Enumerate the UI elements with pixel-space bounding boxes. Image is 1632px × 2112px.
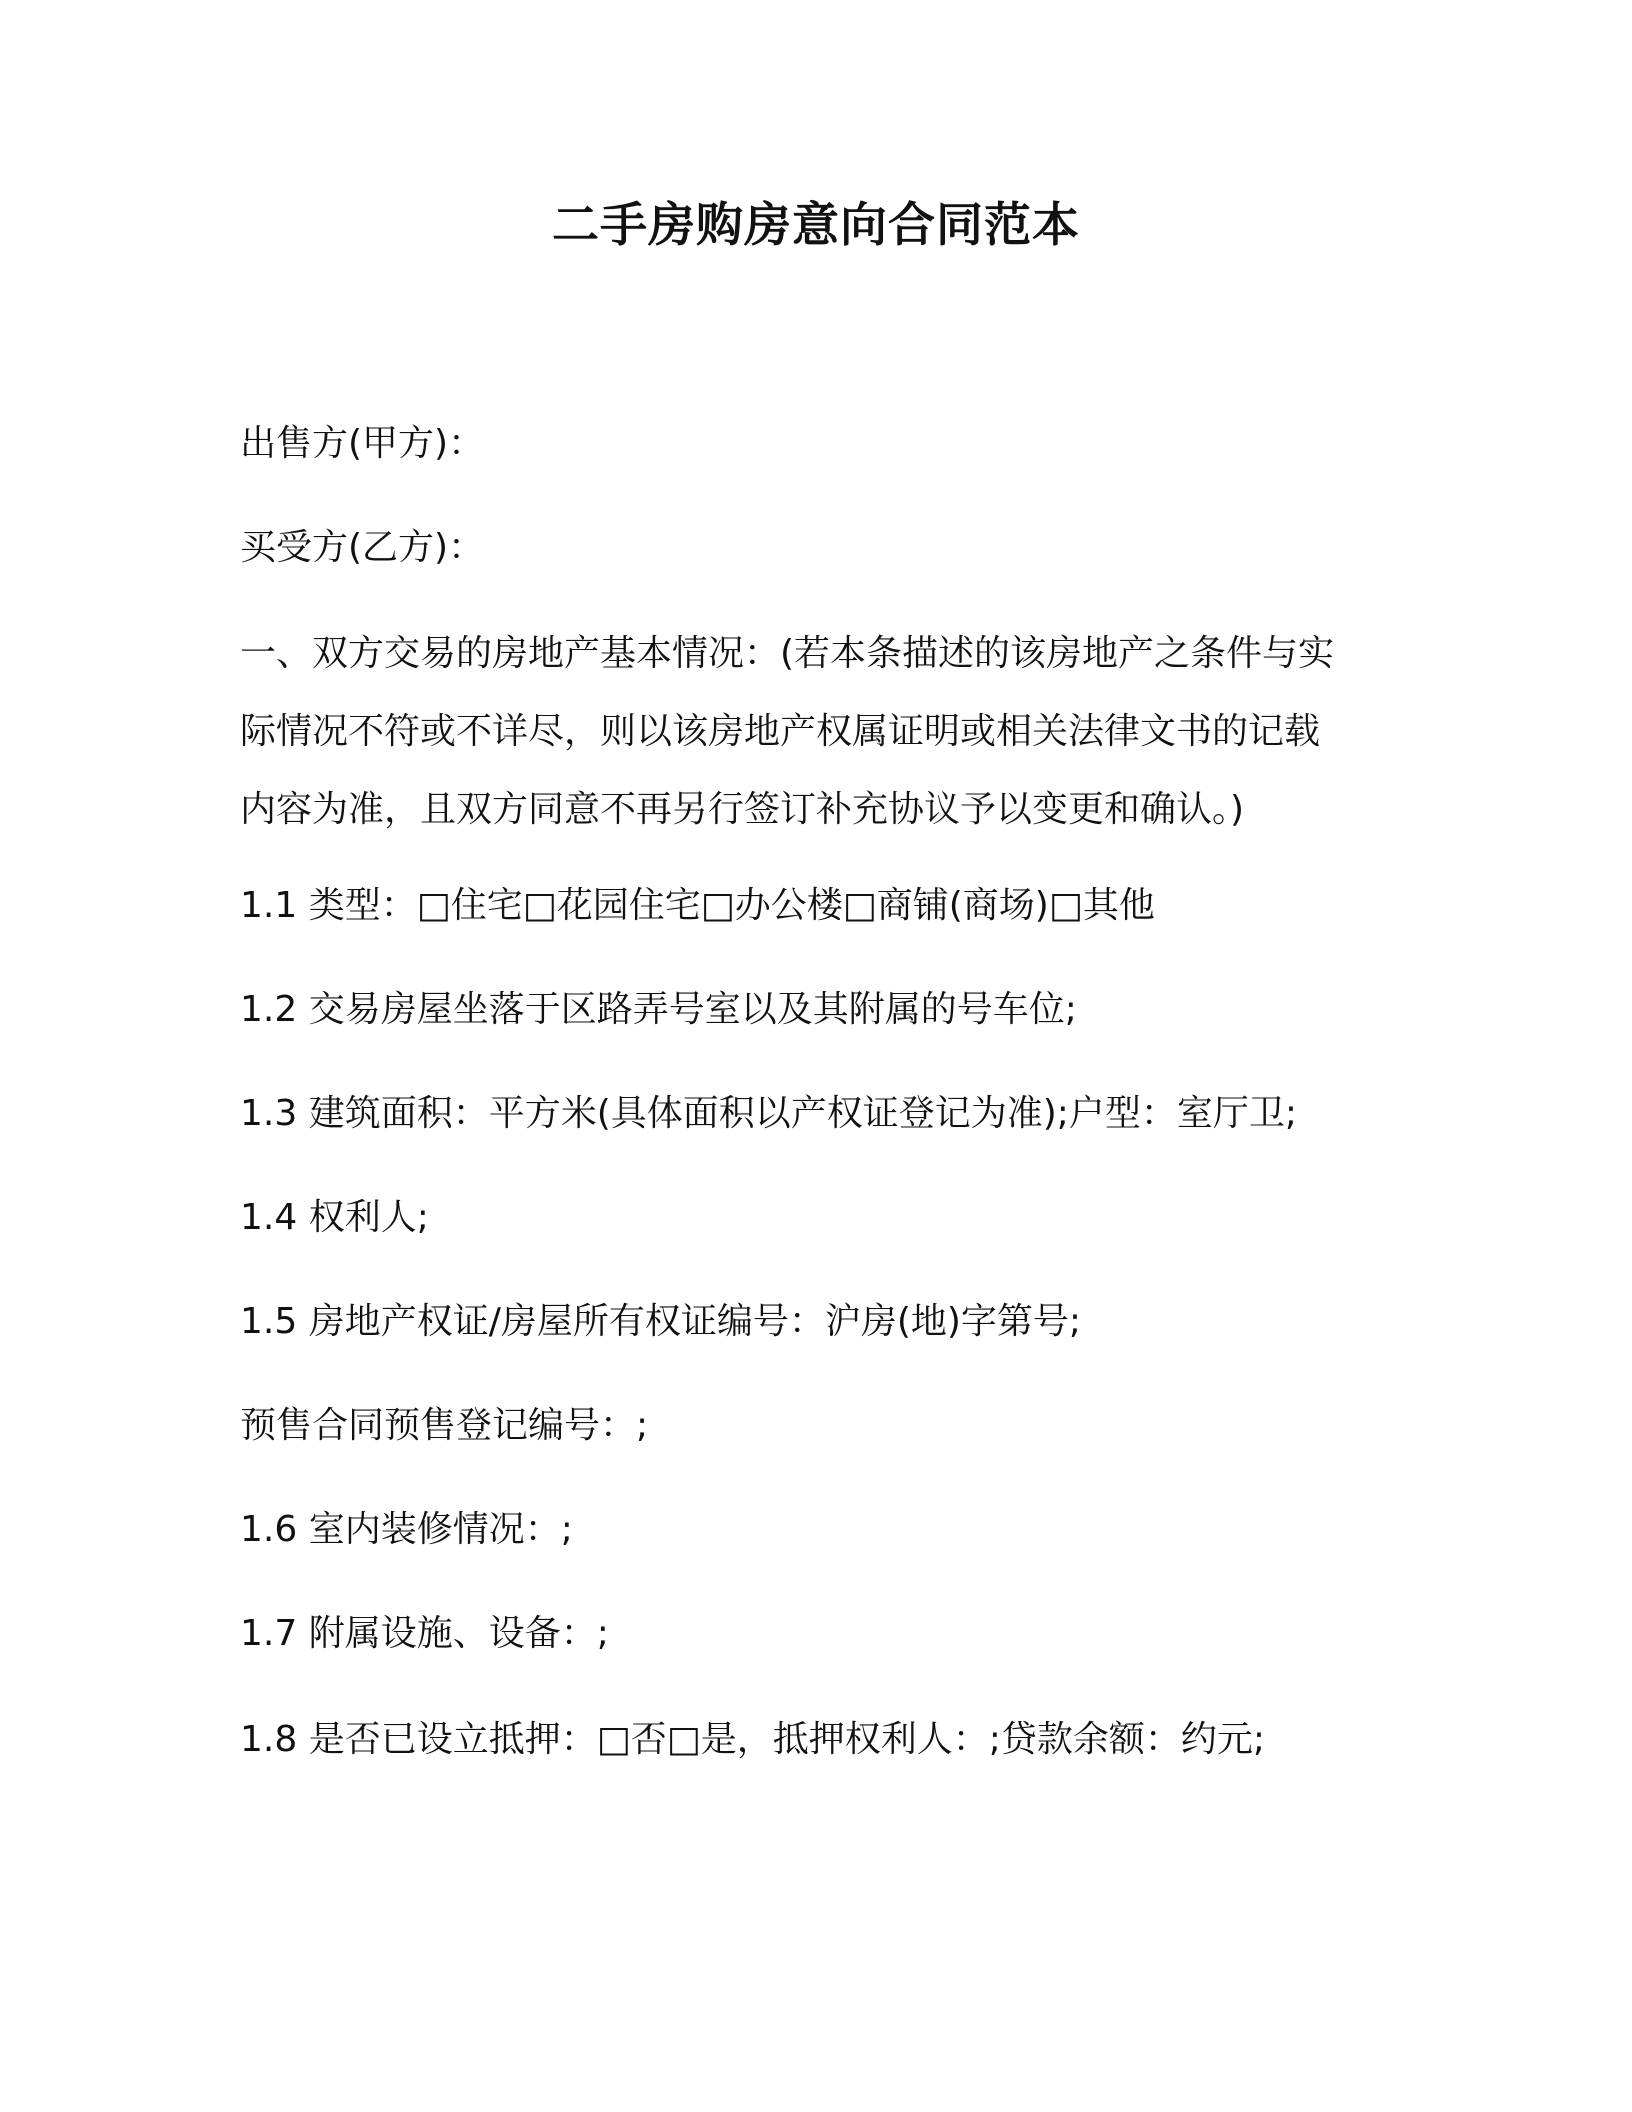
- section-one-line-1: 一、双方交易的房地产基本情况：(若本条描述的该房地产之条件与实: [240, 633, 1335, 674]
- clause-1-4: 1.4 权利人;: [240, 1197, 429, 1238]
- clause-1-1: 1.1 类型：□住宅□花园住宅□办公楼□商铺(商场)□其他: [240, 885, 1155, 926]
- section-one-line-3: 内容为准，且双方同意不再另行签订补充协议予以变更和确认。): [240, 789, 1245, 830]
- clause-1-7: 1.7 附属设施、设备：;: [240, 1613, 609, 1654]
- clause-1-6: 1.6 室内装修情况：;: [240, 1509, 573, 1550]
- section-one-line-2: 际情况不符或不详尽，则以该房地产权属证明或相关法律文书的记载: [240, 711, 1321, 752]
- buyer-line: 买受方(乙方)：: [240, 527, 485, 568]
- clause-1-5: 1.5 房地产权证/房屋所有权证编号：沪房(地)字第号;: [240, 1301, 1082, 1342]
- clause-1-3: 1.3 建筑面积：平方米(具体面积以产权证登记为准);户型：室厅卫;: [240, 1093, 1298, 1134]
- clause-1-8: 1.8 是否已设立抵押：□否□是，抵押权利人：;贷款余额：约元;: [240, 1719, 1265, 1760]
- presale-registration-line: 预售合同预售登记编号：;: [240, 1405, 649, 1446]
- clause-1-2: 1.2 交易房屋坐落于区路弄号室以及其附属的号车位;: [240, 989, 1077, 1030]
- document-title: 二手房购房意向合同范本: [552, 198, 1080, 253]
- seller-line: 出售方(甲方)：: [240, 423, 485, 464]
